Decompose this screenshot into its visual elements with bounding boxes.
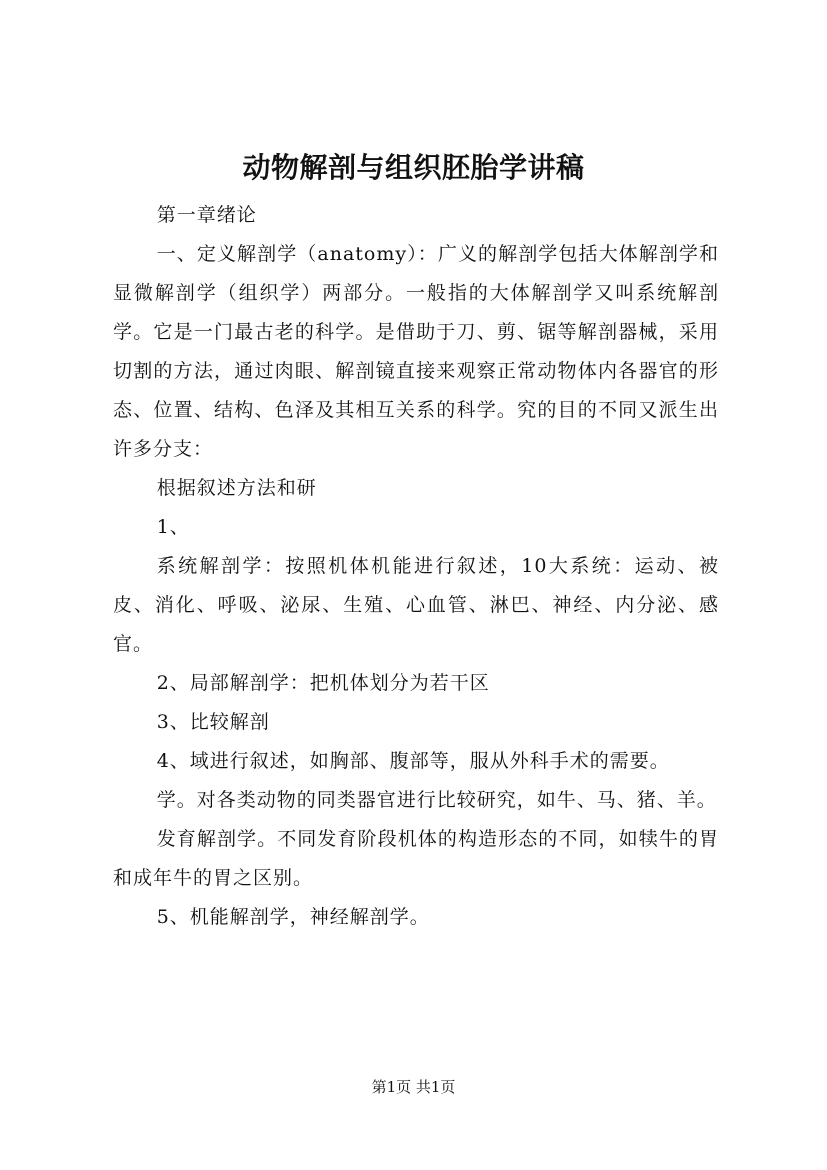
list-item: 3、比较解剖 xyxy=(156,711,270,733)
body-paragraph: 系统解剖学：按照机体机能进行叙述，10大系统：运动、被皮、消化、呼吸、泌尿、生殖、心血管、淋巴、神经、内分泌、感官。 xyxy=(113,555,719,655)
definition-paragraph: 一、定义解剖学（anatomy）：广义的解剖学包括大体解剖学和显微解剖学（组织学）两部分。一般指的大体解剖学又叫系统解剖学。它是一门最古老的科学。是借助于刀、剪、锯等解剖器械，采用切割的方法，通过肉眼、解剖镜直接来观察正常动物体内各器官的形态、位置、结构、色泽及其相互关系的科学。究的目的不同又派生出许多分支： xyxy=(113,243,719,460)
list-item: 2、局部解剖学：把机体划分为若干区 xyxy=(156,672,490,694)
body-paragraph: 学。对各类动物的同类器官进行比较研究，如牛、马、猪、羊。 xyxy=(156,789,717,811)
list-item: 5、机能解剖学，神经解剖学。 xyxy=(156,906,430,928)
document-title: 动物解剖与组织胚胎学讲稿 xyxy=(242,151,585,184)
list-number: 1、 xyxy=(156,516,190,538)
body-paragraph: 根据叙述方法和研 xyxy=(156,477,317,499)
list-item: 4、域进行叙述，如胸部、腹部等，服从外科手术的需要。 xyxy=(156,750,670,772)
document-body xyxy=(113,196,719,937)
body-paragraph: 发育解剖学。不同发育阶段机体的构造形态的不同，如犊牛的胃和成年牛的胃之区别。 xyxy=(113,828,719,889)
page-number-footer: 第1页 共1页 xyxy=(371,1078,456,1096)
chapter-heading: 第一章绪论 xyxy=(156,204,257,226)
